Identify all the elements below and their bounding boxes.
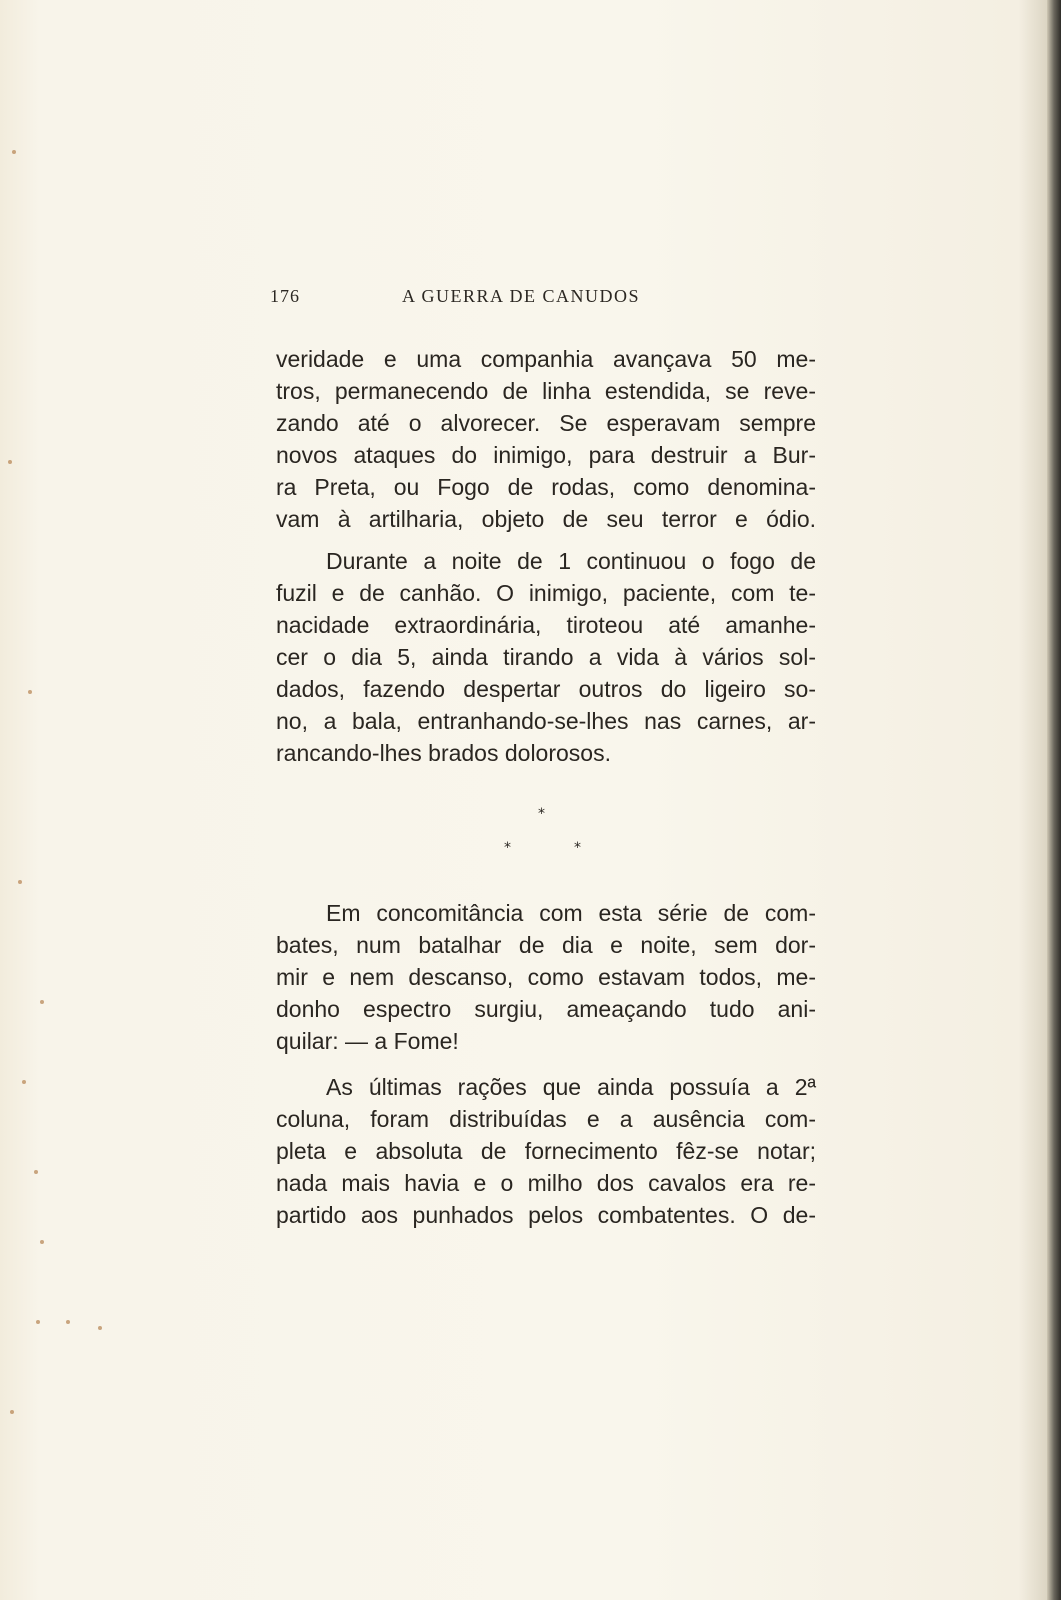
text-line: zando até o alvorecer. Se esperavam sempre — [276, 410, 816, 436]
text-line: partido aos punhados pelos combatentes. O de- — [276, 1202, 816, 1228]
text-line: no, a bala, entranhando-se-lhes nas carnes, ar- — [276, 708, 816, 734]
text-line: coluna, foram distribuídas e a ausência com- — [276, 1106, 816, 1132]
text-line: novos ataques do inimigo, para destruir a Bur- — [276, 442, 816, 468]
text-line: dados, fazendo despertar outros do ligeiro so- — [276, 676, 816, 702]
section-break-star: * — [574, 840, 581, 856]
text-line: mir e nem descanso, como estavam todos, me- — [276, 964, 816, 990]
section-break-star: * — [504, 840, 511, 856]
text-line: quilar: — a Fome! — [276, 1028, 459, 1054]
foxing-speck — [36, 1320, 40, 1324]
section-break-star: * — [538, 806, 545, 822]
text-line: bates, num batalhar de dia e noite, sem dor- — [276, 932, 816, 958]
foxing-speck — [66, 1320, 70, 1324]
foxing-speck — [40, 1240, 44, 1244]
text-line: donho espectro surgiu, ameaçando tudo ani- — [276, 996, 816, 1022]
foxing-speck — [12, 150, 16, 154]
foxing-speck — [40, 1000, 44, 1004]
text-line: cer o dia 5, ainda tirando a vida à vários sol- — [276, 644, 816, 670]
foxing-speck — [18, 880, 22, 884]
text-line: nada mais havia e o milho dos cavalos era re- — [276, 1170, 816, 1196]
text-line: rancando-lhes brados dolorosos. — [276, 740, 611, 766]
foxing-speck — [10, 1410, 14, 1414]
foxing-speck — [8, 460, 12, 464]
foxing-speck — [22, 1080, 26, 1084]
running-title: A GUERRA DE CANUDOS — [402, 286, 641, 306]
page-number: 176 — [270, 286, 300, 306]
foxing-speck — [28, 690, 32, 694]
foxing-speck — [98, 1326, 102, 1330]
text-line: Durante a noite de 1 continuou o fogo de — [326, 548, 816, 574]
foxing-speck — [34, 1170, 38, 1174]
page-spine-shadow — [1047, 0, 1061, 1600]
text-line: veridade e uma companhia avançava 50 me- — [276, 346, 816, 372]
text-line: fuzil e de canhão. O inimigo, paciente, com te- — [276, 580, 816, 606]
text-line: ra Preta, ou Fogo de rodas, como denomina- — [276, 474, 816, 500]
text-line: vam à artilharia, objeto de seu terror e ódio. — [276, 506, 816, 532]
text-line: tros, permanecendo de linha estendida, se reve- — [276, 378, 816, 404]
running-header — [270, 286, 810, 312]
text-line: Em concomitância com esta série de com- — [326, 900, 816, 926]
text-line: nacidade extraordinária, tiroteou até amanhe- — [276, 612, 816, 638]
text-line: pleta e absoluta de fornecimento fêz-se notar; — [276, 1138, 816, 1164]
text-line: As últimas rações que ainda possuía a 2ª — [326, 1074, 816, 1100]
